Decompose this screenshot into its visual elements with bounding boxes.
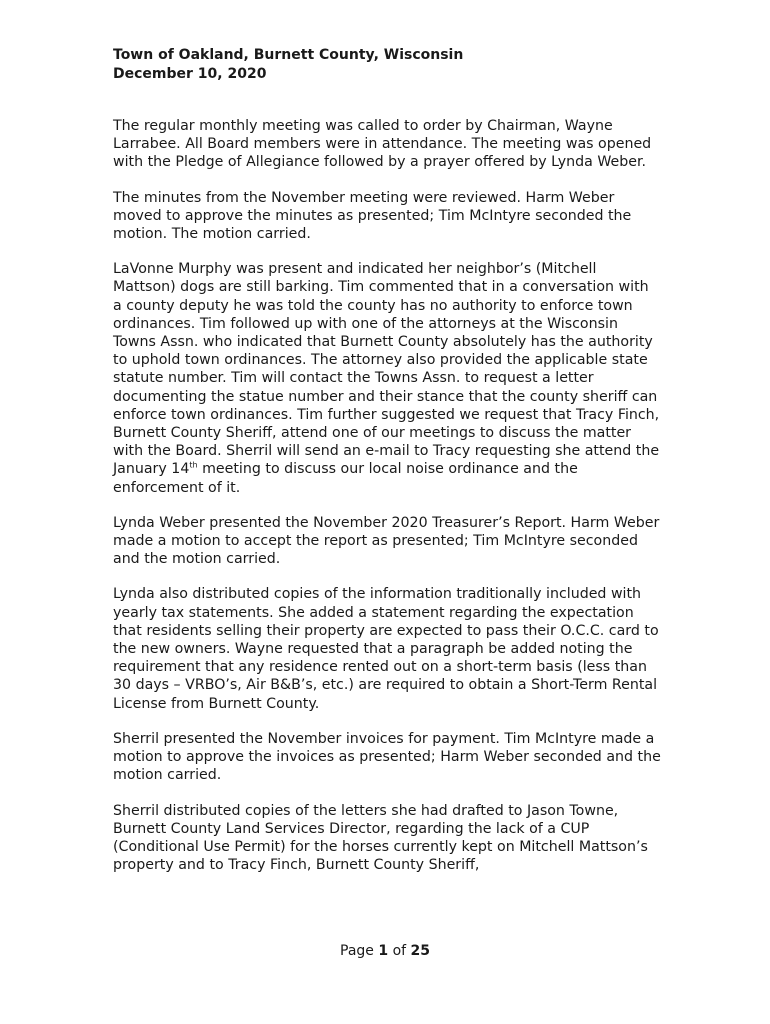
meeting-date: December 10, 2020: [113, 66, 267, 82]
document-title: Town of Oakland, Burnett County, Wisconsin: [113, 47, 464, 63]
page-footer: [0, 941, 770, 961]
paragraph-letters: Sherril distributed copies of the letters she had drafted to Jason Towne, Burnett County Land Services Director, regarding the lack of a CUP (Conditional Use Permit) for the horses currently kept on Mitchell Mattson’s property and to Tracy Finch, Burnett County Sheriff,: [113, 802, 648, 874]
paragraph-treasurer-report: Lynda Weber presented the November 2020 Treasurer’s Report. Harm Weber made a motion to accept the report as presented; Tim McIntyre seconded and the motion carried.: [113, 514, 660, 568]
paragraph-tax-statements: Lynda also distributed copies of the information traditionally included with yearly tax statements. She added a statement regarding the expectation that residents selling their property are expected to pass their O.C.C. card to the new owners. Wayne requested that a paragraph be added noting the requirement that any residence rented out on a short-term basis (less than 30 days – VRBO’s, Air B&B’s, etc.) are required to obtain a Short-Term Rental License from Burnett County.: [113, 586, 659, 712]
paragraph-minutes: The minutes from the November meeting were reviewed. Harm Weber moved to approve the minutes as presented; Tim McIntyre seconded the motion. The motion carried.: [113, 189, 632, 243]
ordinal-suffix: th: [189, 460, 198, 470]
document-header: [113, 46, 673, 84]
document-body: [113, 117, 661, 891]
paragraph-noise-complaint: [113, 260, 661, 497]
total-pages-number: 25: [410, 943, 430, 959]
of-word: of: [392, 943, 407, 959]
paragraph-call-to-order: The regular monthly meeting was called to order by Chairman, Wayne Larrabee. All Board members were in attendance. The meeting was opened with the Pledge of Allegiance followed by a prayer offered by Lynda Weber.: [113, 118, 652, 171]
paragraph-text: LaVonne Murphy was present and indicated her neighbor’s (Mitchell Mattson) dogs are still barking. Tim commented that in a conversation with a county deputy he was told the county has no authority to enforce town ordinances. Tim followed up with one of the attorneys at the Wisconsin Towns Assn. who indicated that Burnett County absolutely has the authority to uphold town ordinances. The attorney also provided the applicable state statute number. Tim will contact the Towns Assn. to request a letter documenting the statue number and their stance that the county sheriff can enforce town ordinances. Tim further suggested we request that Tracy Finch, Burnett County Sheriff, attend one of our meetings to discuss the matter with the Board. Sherril will send an e-mail to Tracy requesting she attend the January 14: [113, 261, 660, 478]
paragraph-invoices: Sherril presented the November invoices for payment. Tim McIntyre made a motion to approve the invoices as presented; Harm Weber seconded and the motion carried.: [113, 730, 661, 784]
paragraph-text: meeting to discuss our local noise ordinance and the enforcement of it.: [113, 461, 578, 496]
current-page-number: 1: [378, 943, 389, 959]
page-word: Page: [340, 943, 374, 959]
